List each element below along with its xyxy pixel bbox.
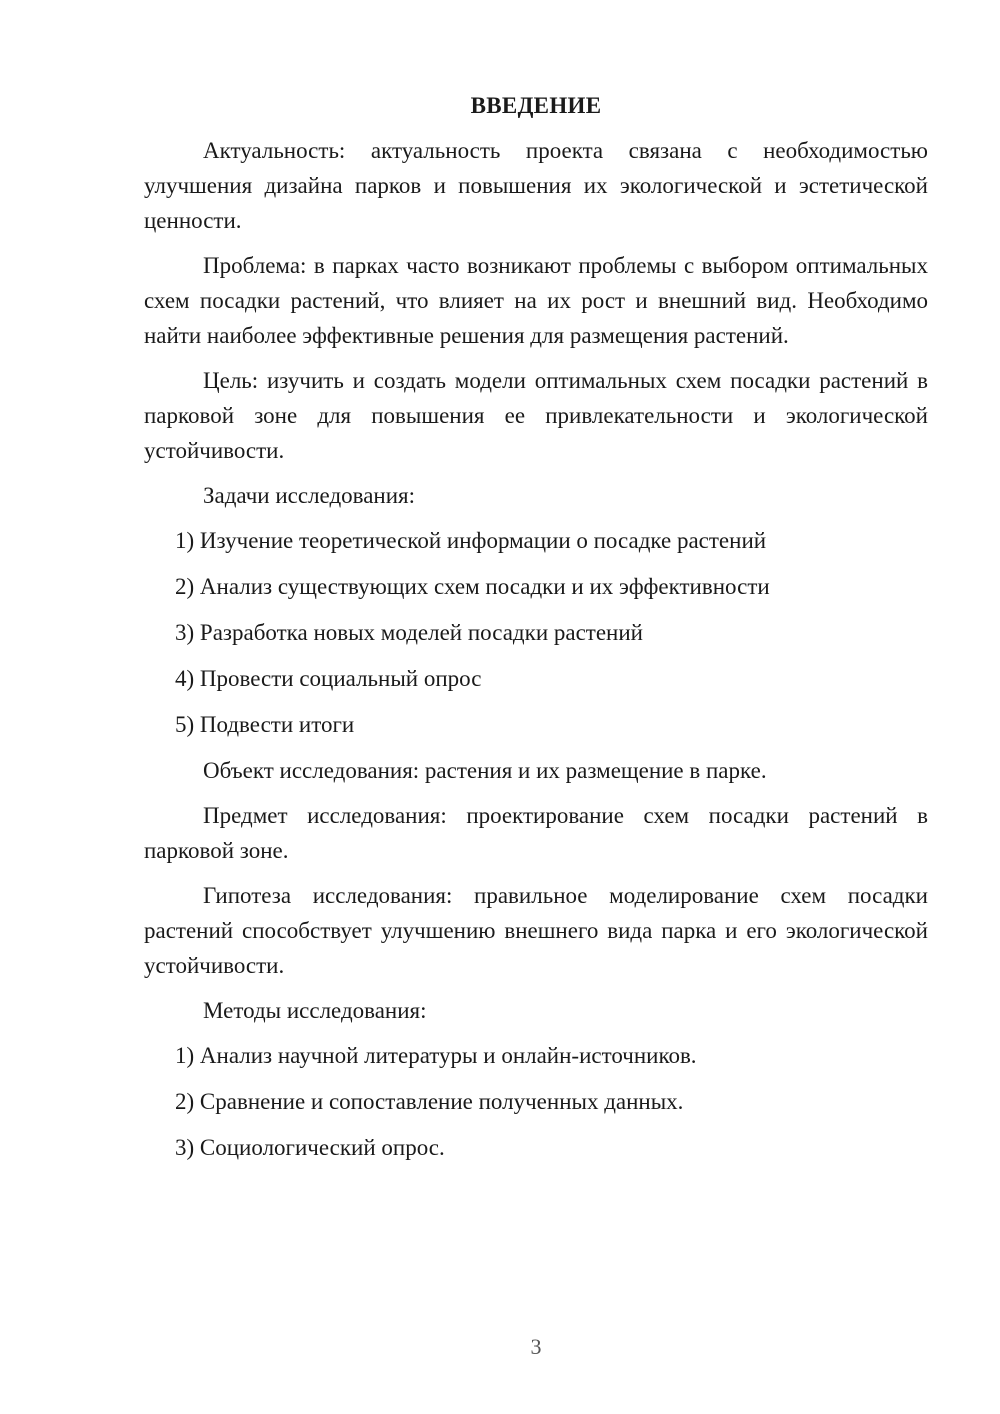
list-item: 2) Сравнение и сопоставление полученных данных. xyxy=(175,1089,684,1114)
list-item: 3) Разработка новых моделей посадки растений xyxy=(175,620,643,645)
object-paragraph: Объект исследования: растения и их размещение в парке. xyxy=(203,758,767,783)
page-number: 3 xyxy=(530,1334,542,1359)
hypothesis-paragraph: Гипотеза исследования: правильное моделирование схем посадки растений способствует улучшению внешнего вида парка и его экологической устойчивости. xyxy=(144,883,928,978)
subject-paragraph: Предмет исследования: проектирование схем посадки растений в парковой зоне. xyxy=(144,803,928,863)
list-item: 2) Анализ существующих схем посадки и их эффективности xyxy=(175,574,770,599)
methods-heading: Методы исследования: xyxy=(203,998,427,1023)
list-item: 5) Подвести итоги xyxy=(175,712,355,737)
tasks-heading: Задачи исследования: xyxy=(203,483,416,508)
section-title: ВВЕДЕНИЕ xyxy=(470,93,602,118)
relevance-paragraph: Актуальность: актуальность проекта связана с необходимостью улучшения дизайна парков и повышения их экологической и эстетической ценности. xyxy=(144,138,928,233)
list-item: 3) Социологический опрос. xyxy=(175,1135,445,1160)
tasks-list xyxy=(144,523,928,742)
goal-paragraph: Цель: изучить и создать модели оптимальных схем посадки растений в парковой зоне для повышения ее привлекательности и экологической устойчивости. xyxy=(144,368,928,463)
list-item: 1) Изучение теоретической информации о посадке растений xyxy=(175,528,767,553)
list-item: 4) Провести социальный опрос xyxy=(175,666,482,691)
list-item: 1) Анализ научной литературы и онлайн-источников. xyxy=(175,1043,697,1068)
methods-list xyxy=(144,1038,928,1165)
document-page xyxy=(144,88,928,1176)
problem-paragraph: Проблема: в парках часто возникают проблемы с выбором оптимальных схем посадки растений, что влияет на их рост и внешний вид. Необходимо найти наиболее эффективные решения для размещения растений. xyxy=(144,253,928,348)
